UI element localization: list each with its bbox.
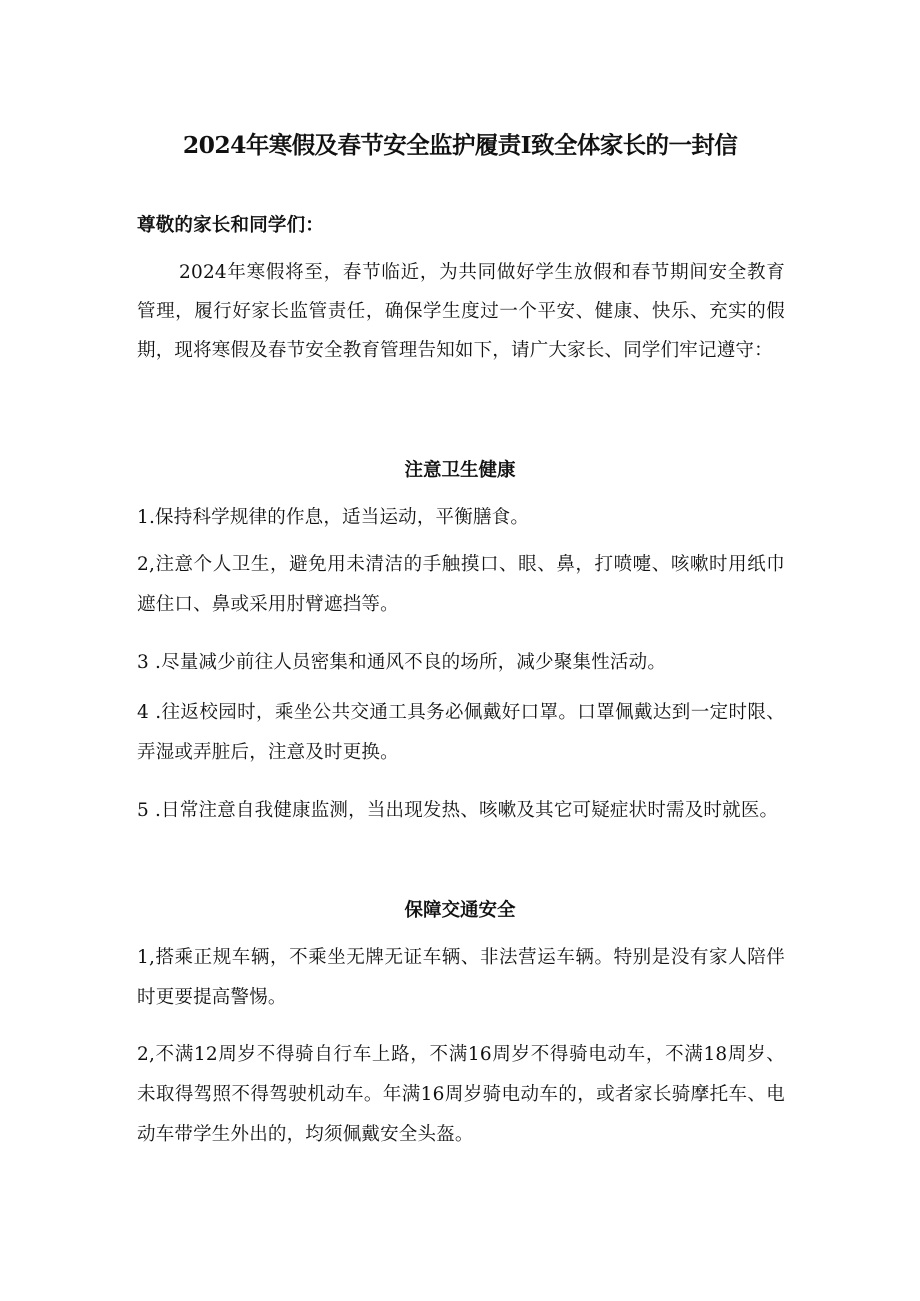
health-item-1: 1.保持科学规律的作息，适当运动，平衡膳食。 [137,507,530,528]
health-item-5: 5 .日常注意自我健康监测，当出现发热、咳嗽及其它可疑症状时需及时就医。 [137,800,779,821]
salutation: 尊敬的家长和同学们： [137,215,325,236]
health-item-3: 3 .尽量减少前往人员密集和通风不良的场所，减少聚集性活动。 [137,652,667,673]
traffic-item-2: 2,不满12周岁不得骑自行车上路，不满16周岁不得骑电动车，不满18周岁、未取得驾照不得驾驶机动车。年满16周岁骑电动车的，或者家长骑摩托车、电动车带学生外出的，均须佩戴安全头盔。 [137,1044,785,1145]
section-heading-traffic: 保障交通安全 [404,900,516,921]
traffic-item-1: 1,搭乘正规车辆，不乘坐无牌无证车辆、非法营运车辆。特别是没有家人陪伴时更要提高警惕。 [137,947,785,1008]
health-item-2: 2,注意个人卫生，避免用未清洁的手触摸口、眼、鼻，打喷嚏、咳嗽时用纸巾遮住口、鼻或采用肘臂遮挡等。 [137,554,785,615]
health-item-4: 4 .往返校园时，乘坐公共交通工具务必佩戴好口罩。口罩佩戴达到一定时限、弄湿或弄脏后，注意及时更换。 [137,702,785,763]
section-heading-health: 注意卫生健康 [404,460,516,481]
intro-paragraph: 2024年寒假将至，春节临近，为共同做好学生放假和春节期间安全教育管理，履行好家长监管责任，确保学生度过一个平安、健康、快乐、充实的假期，现将寒假及春节安全教育管理告知如下，请广大家长、同学们牢记遵守： [137,262,785,361]
document-title: 2024年寒假及春节安全监护履责I致全体家长的一封信 [182,131,738,159]
